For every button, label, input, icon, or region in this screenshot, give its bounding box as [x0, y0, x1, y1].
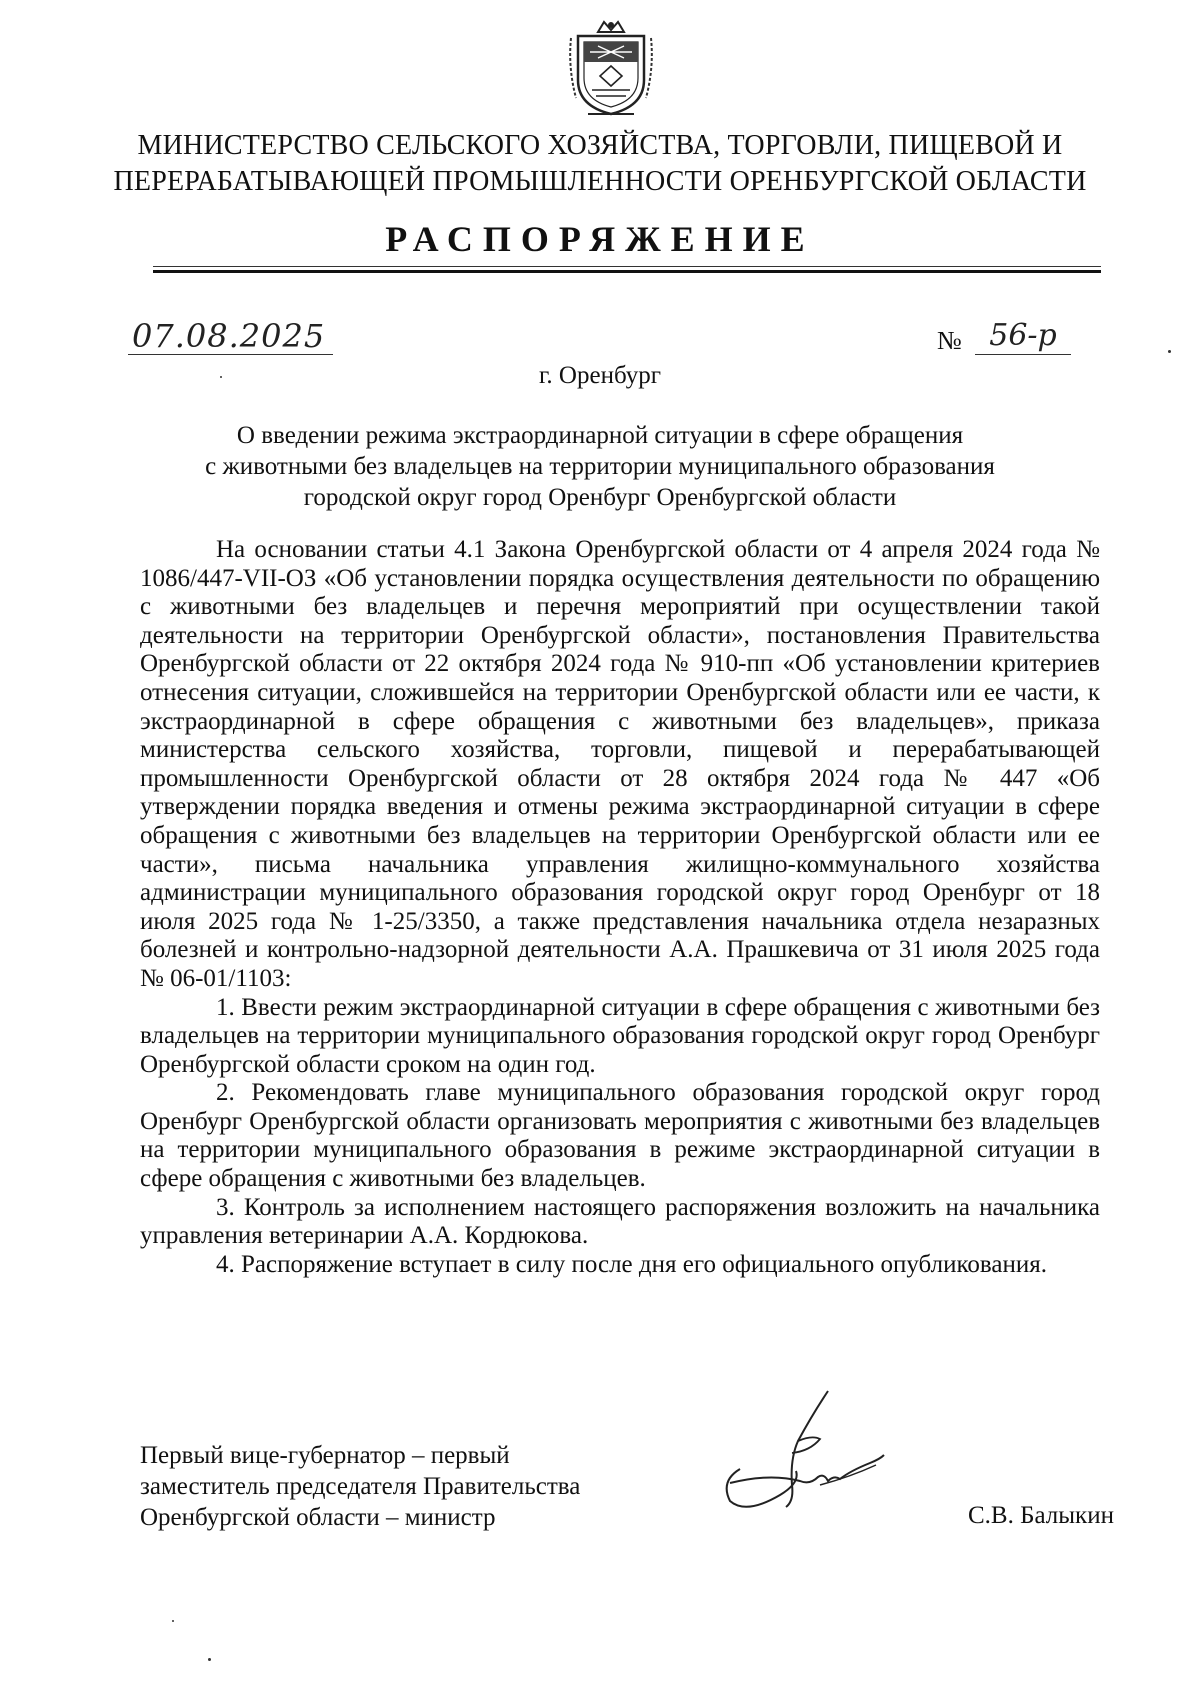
scan-speck	[208, 1658, 211, 1661]
signer-name: С.В. Балыкин	[968, 1502, 1114, 1529]
subject-line3: городской округ город Оренбург Оренбургской области	[303, 484, 897, 511]
order-item-2: 2. Рекомендовать главе муниципального образования городской округ город Оренбург Оренбургской области организовать мероприятия с животными без владельцев на территории муниципального образования в режиме экстраординарной ситуации в сфере обращения с животными без владельцев.	[140, 1079, 1100, 1193]
scan-speck	[1168, 350, 1171, 353]
handwritten-signature-icon	[700, 1385, 900, 1525]
ministry-name-line2: ПЕРЕРАБАТЫВАЮЩЕЙ ПРОМЫШЛЕННОСТИ ОРЕНБУРГСКОЙ ОБЛАСТИ	[113, 166, 1087, 197]
signer-position-line1: Первый вице-губернатор – первый	[140, 1442, 510, 1469]
order-item-4: 4. Распоряжение вступает в силу после дня его официального опубликования.	[216, 1250, 1047, 1278]
ministry-name-line1: МИНИСТЕРСТВО СЕЛЬСКОГО ХОЗЯЙСТВА, ТОРГОВЛИ, ПИЩЕВОЙ И	[137, 130, 1063, 161]
document-type-title: РАСПОРЯЖЕНИЕ	[385, 219, 815, 259]
document-number: 56-р	[975, 318, 1071, 355]
order-item-1: 1. Ввести режим экстраординарной ситуации в сфере обращения с животными без владельцев на территории муниципального образования городской округ город Оренбург Оренбургской области сроком на один год.	[140, 993, 1100, 1078]
scan-speck	[172, 1620, 174, 1622]
order-item-3: 3. Контроль за исполнением настоящего распоряжения возложить на начальника управления ветеринарии А.А. Кордюкова.	[140, 1193, 1100, 1250]
signer-position-line2: заместитель председателя Правительства	[140, 1473, 581, 1500]
signer-position	[140, 1440, 580, 1533]
preamble-paragraph: На основании статьи 4.1 Закона Оренбургской области от 4 апреля 2024 года № 1086/447-VII-ОЗ «Об установлении порядка осуществления деятельности по обращению с животными без владельцев и перечня мероприятий при осуществлении такой деятельности на территории Оренбургской области», постановления Правительства Оренбургской области от 22 октября 2024 года № 910-пп «Об установлении критериев отнесения ситуации, сложившейся на территории Оренбургской области или ее части, к экстраординарной в сфере обращения с животными без владельцев», приказа министерства сельского хозяйства, торговли, пищевой и перерабатывающей промышленности Оренбургской области от 28 октября 2024 года № 447 «Об утверждении порядка введения и отмены режима экстраординарной ситуации в сфере обращения с животными без владельцев на территории Оренбургской области или ее части», письма начальника управления жилищно-коммунального хозяйства администрации муниципального образования городской округ город Оренбург от 18 июля 2025 года № 1-25/3350, а также представления начальника отдела незаразных болезней и контрольно-надзорной деятельности А.А. Прашкевича от 31 июля 2025 года № 06-01/1103:	[140, 536, 1100, 992]
scan-speck	[220, 376, 222, 378]
document-subject	[150, 420, 1050, 513]
document-city: г. Оренбург	[539, 362, 661, 389]
header-divider-thin	[153, 266, 1101, 267]
subject-line1: О введении режима экстраординарной ситуации в сфере обращения	[236, 422, 964, 449]
header-divider-thick	[153, 270, 1101, 273]
subject-line2: с животными без владельцев на территории муниципального образования	[205, 453, 995, 480]
coat-of-arms-emblem-icon	[568, 18, 654, 118]
signer-position-line3: Оренбургской области – министр	[140, 1504, 496, 1531]
document-number-label: №	[937, 326, 962, 355]
document-body	[140, 536, 1100, 1279]
ministry-name	[100, 128, 1100, 200]
document-date: 07.08.2025	[128, 318, 333, 355]
